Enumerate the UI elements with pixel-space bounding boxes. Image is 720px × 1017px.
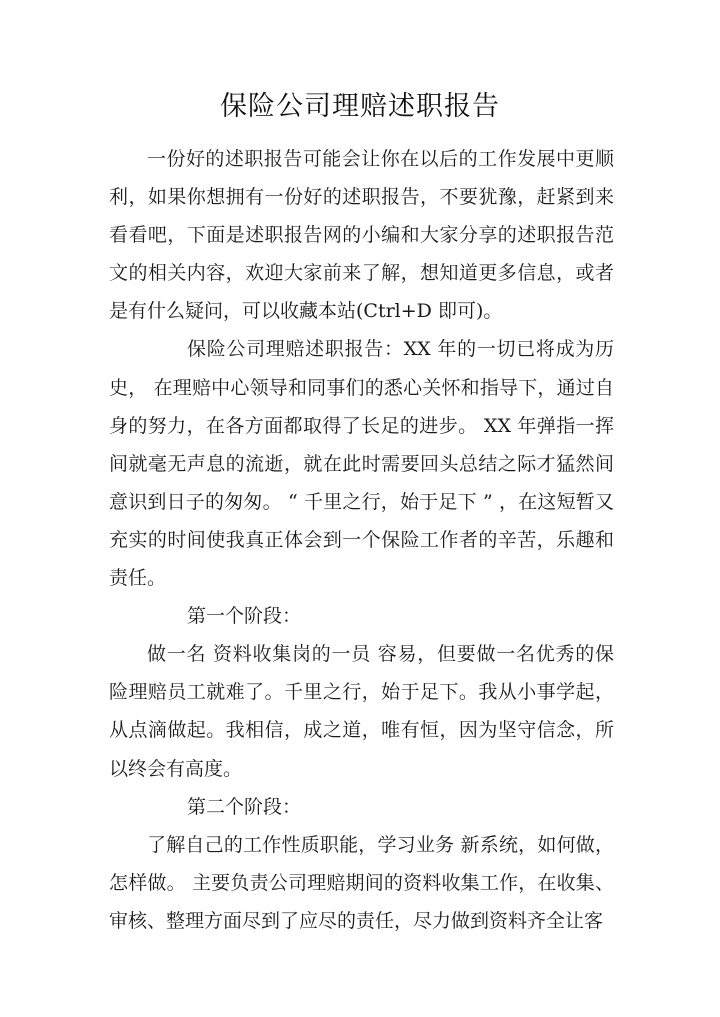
- document-body: [109, 140, 614, 940]
- report-paragraph: 保险公司理赔述职报告：XX 年的一切已将成为历史， 在理赔中心领导和同事们的悉心关怀和指导下，通过自身的努力，在各方面都取得了长足的进步。 XX 年弹指一挥间就毫无声息的流逝，就在此时需要回头总结之际才猛然间意识到日子的匆匆。 “ 千里之行，始于足下 ” ，在这短暂又充实的时间使我真正体会到一个保险工作者的辛苦，乐趣和责任。: [109, 338, 614, 590]
- document-title: 保险公司理赔述职报告: [220, 91, 500, 122]
- stage-one-paragraph: 做一名 资料收集岗的一员 容易，但要做一名优秀的保险理赔员工就难了。千里之行，始于足下。我从小事学起，从点滴做起。我相信，成之道，唯有恒，因为坚守信念，所以终会有高度。: [109, 643, 614, 780]
- intro-paragraph: 一份好的述职报告可能会让你在以后的工作发展中更顺利，如果你想拥有一份好的述职报告，不要犹豫，赶紧到来看看吧，下面是述职报告网的小编和大家分享的述职报告范文的相关内容，欢迎大家前来了解，想知道更多信息，或者是有什么疑问，可以收藏本站(Ctrl+D 即可)。: [109, 148, 614, 323]
- stage-two-paragraph: 了解自己的工作性质职能，学习业务 新系统，如何做，怎样做。 主要负责公司理赔期间的资料收集工作，在收集、审核、整理方面尽到了应尽的责任，尽力做到资料齐全让客: [109, 833, 614, 932]
- stage-two-heading: 第二个阶段：: [187, 795, 302, 818]
- stage-one-heading: 第一个阶段：: [187, 605, 302, 628]
